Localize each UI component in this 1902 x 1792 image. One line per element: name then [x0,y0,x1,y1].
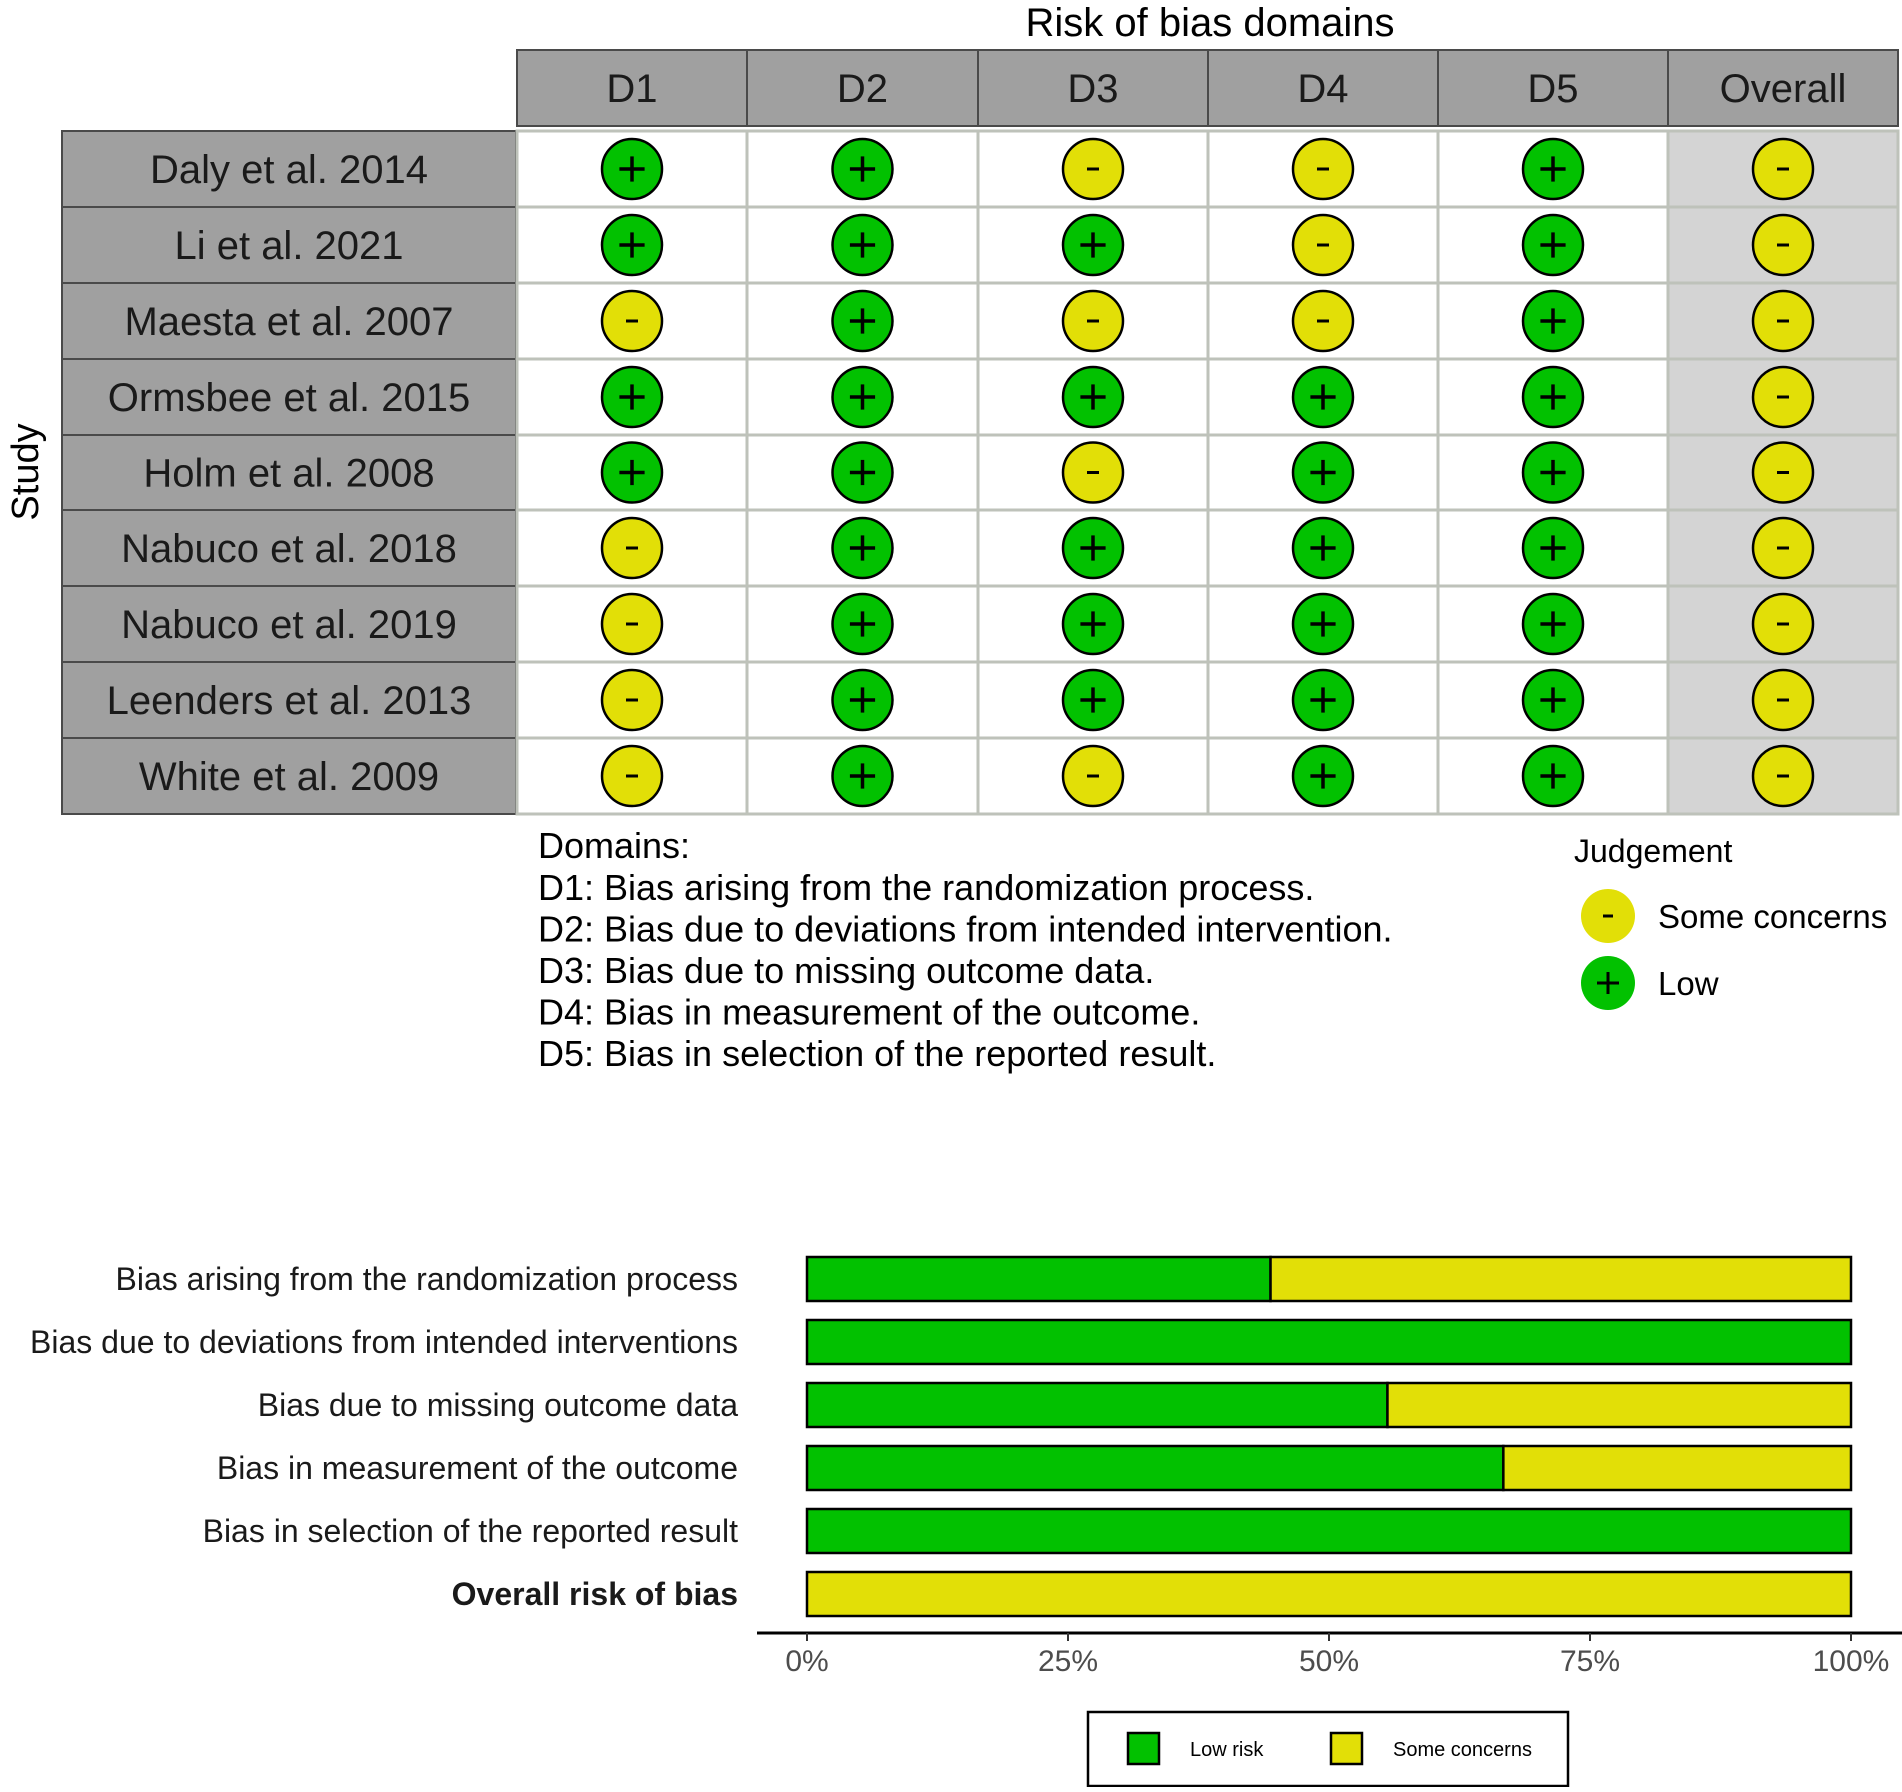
bar-low-risk [807,1446,1503,1490]
bar-some-concerns [1503,1446,1851,1490]
judgement-legend-item [1581,956,1719,1010]
category-label: Bias due to missing outcome data [257,1387,738,1423]
low-risk-mark [833,670,893,730]
low-risk-mark [1063,518,1123,578]
low-risk-mark [1523,746,1583,806]
low-risk-mark [602,215,662,275]
study-name: Ormsbee et al. 2015 [107,376,471,420]
domain-definition: D3: Bias due to missing outcome data. [538,950,1155,991]
judgement-legend-title: Judgement [1574,833,1733,869]
low-risk-mark [1523,443,1583,503]
some-concerns-mark [1753,291,1813,351]
some-concerns-mark [602,291,662,351]
column-header-d4: D4 [1297,67,1349,111]
low-risk-mark [833,594,893,654]
low-risk-mark [1063,215,1123,275]
some-concerns-mark [1063,139,1123,199]
column-header-overall: Overall [1719,67,1847,111]
low-risk-mark [833,518,893,578]
some-concerns-mark [1753,215,1813,275]
column-header-d1: D1 [606,67,658,111]
low-risk-mark [1063,670,1123,730]
low-risk-mark [1523,518,1583,578]
low-risk-mark [1523,215,1583,275]
some-concerns-mark [1753,443,1813,503]
x-tick-label: 100% [1812,1645,1890,1678]
x-tick-label: 50% [1298,1645,1360,1678]
x-tick-label: 25% [1037,1645,1099,1678]
column-header-d3: D3 [1067,67,1119,111]
low-risk-mark [1293,594,1353,654]
bar-low-risk [807,1383,1387,1427]
some-concerns-mark [1753,594,1813,654]
column-header-d5: D5 [1527,67,1579,111]
study-name: Nabuco et al. 2018 [121,527,457,571]
low-risk-mark [1293,367,1353,427]
study-name: Li et al. 2021 [174,224,404,268]
category-label: Bias due to deviations from intended interventions [30,1324,738,1360]
low-risk-mark [602,139,662,199]
x-tick-label: 0% [785,1645,829,1678]
traffic-light-title: Risk of bias domains [1025,1,1395,45]
low-risk-mark [602,443,662,503]
low-risk-mark [1063,594,1123,654]
summary-legend [1088,1712,1568,1786]
low-risk-mark [833,215,893,275]
some-concerns-mark [602,670,662,730]
study-name: Maesta et al. 2007 [124,300,454,344]
x-tick-label: 75% [1559,1645,1621,1678]
summary-bar-chart [30,1257,1902,1786]
low-risk-mark [1293,746,1353,806]
study-name: Holm et al. 2008 [143,451,435,496]
category-label: Overall risk of bias [451,1576,738,1612]
judgement-legend-item [1581,889,1887,943]
some-concerns-mark [1063,291,1123,351]
low-risk-mark [833,291,893,351]
low-risk-mark [833,746,893,806]
legend-label: Low risk [1190,1739,1264,1761]
some-concerns-mark [1753,139,1813,199]
judgement-legend [1574,833,1887,1010]
domain-definition: D1: Bias arising from the randomization process. [538,867,1315,908]
study-name: Leenders et al. 2013 [106,679,472,723]
judgement-legend-label: Some concerns [1658,898,1888,935]
legend-swatch [1128,1733,1159,1764]
category-label: Bias in selection of the reported result [202,1513,738,1549]
low-risk-mark [1523,594,1583,654]
some-concerns-mark [602,594,662,654]
low-risk-mark [1063,367,1123,427]
column-header-d2: D2 [836,67,889,111]
some-concerns-mark [1293,215,1353,275]
study-name: Daly et al. 2014 [150,148,428,192]
domain-definition: D2: Bias due to deviations from intended intervention. [538,908,1393,950]
some-concerns-mark [1753,518,1813,578]
some-concerns-mark [1293,291,1353,351]
traffic-light-grid [62,50,1898,814]
bar-low-risk [807,1257,1271,1301]
low-risk-mark [833,139,893,199]
category-label: Bias arising from the randomization process [115,1261,738,1297]
domain-definition: D4: Bias in measurement of the outcome. [538,991,1201,1033]
traffic-light-plot [5,1,1898,1074]
low-risk-mark [1293,670,1353,730]
bar-low-risk [807,1509,1851,1553]
bar-some-concerns [1271,1257,1851,1301]
low-risk-mark [1523,670,1583,730]
some-concerns-mark [1753,367,1813,427]
low-risk-mark [1523,367,1583,427]
some-concerns-mark [602,518,662,578]
bar-some-concerns [807,1572,1851,1616]
low-risk-mark [1293,518,1353,578]
study-axis-label: Study [5,423,47,521]
bar-low-risk [807,1320,1851,1364]
domain-definition: D5: Bias in selection of the reported result. [538,1033,1217,1074]
low-risk-mark [833,443,893,503]
judgement-legend-label: Low [1658,965,1719,1002]
some-concerns-mark [1063,746,1123,806]
bar-some-concerns [1387,1383,1851,1427]
category-label: Bias in measurement of the outcome [216,1450,738,1486]
some-concerns-mark [1063,443,1123,503]
study-name: White et al. 2009 [138,755,440,799]
domains-legend [538,825,1393,1074]
low-risk-mark [1523,139,1583,199]
study-name: Nabuco et al. 2019 [121,603,457,647]
some-concerns-mark [602,746,662,806]
some-concerns-mark [1753,670,1813,730]
legend-swatch [1331,1733,1362,1764]
legend-label: Some concerns [1393,1739,1532,1761]
some-concerns-mark [1753,746,1813,806]
low-risk-mark [602,367,662,427]
low-risk-mark [1293,443,1353,503]
domains-legend-title: Domains: [538,825,691,866]
low-risk-mark [1523,291,1583,351]
low-risk-mark [833,367,893,427]
some-concerns-mark [1293,139,1353,199]
